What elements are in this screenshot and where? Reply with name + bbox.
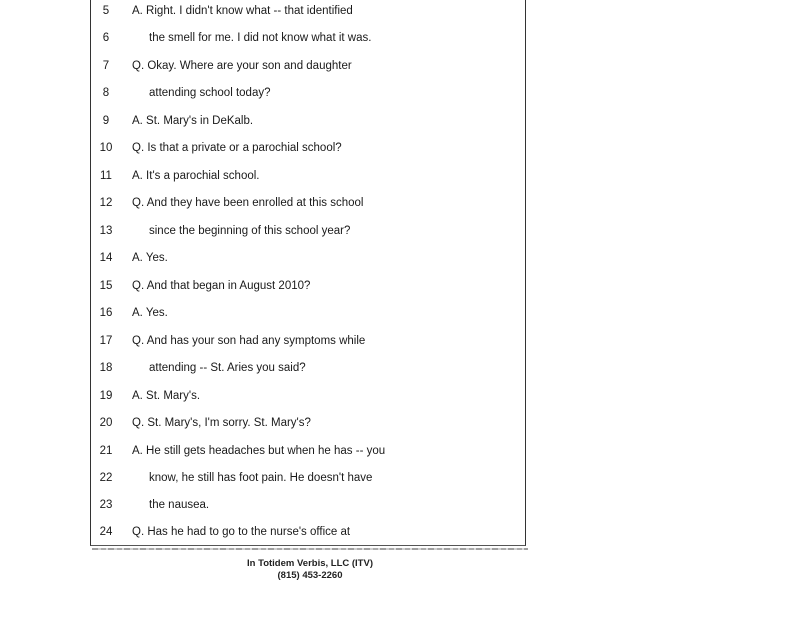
line-text: A. St. Mary's in DeKalb.	[132, 115, 254, 127]
line-text: Q. Is that a private or a parochial school?	[132, 142, 342, 154]
line-number: 14	[99, 252, 113, 264]
line-number: 12	[99, 197, 113, 209]
line-text: Q. Has he had to go to the nurse's office at	[132, 526, 351, 538]
line-number: 15	[99, 280, 113, 292]
line-text: Q. And they have been enrolled at this school	[132, 197, 364, 209]
line-text: the nausea.	[149, 499, 210, 511]
line-number: 16	[99, 307, 113, 319]
line-text: know, he still has foot pain. He doesn't have	[149, 472, 373, 484]
line-number: 8	[102, 87, 110, 99]
line-text: A. St. Mary's.	[132, 390, 201, 402]
line-number: 20	[99, 417, 113, 429]
footer-phone: (815) 453-2260	[277, 570, 343, 581]
line-number: 19	[99, 390, 113, 402]
line-number: 11	[100, 170, 112, 182]
line-number: 23	[99, 499, 113, 511]
line-number: 21	[99, 445, 113, 457]
line-text: A. He still gets headaches but when he has -- you	[132, 445, 386, 457]
line-number: 18	[99, 362, 113, 374]
line-text: since the beginning of this school year?	[149, 225, 351, 237]
line-text: A. Right. I didn't know what -- that identified	[132, 5, 353, 17]
line-number: 9	[102, 115, 110, 127]
line-text: A. Yes.	[132, 307, 168, 319]
line-text: Q. And that began in August 2010?	[132, 280, 311, 292]
line-text: Q. Okay. Where are your son and daughter	[132, 60, 352, 72]
line-text: attending -- St. Aries you said?	[149, 362, 306, 374]
line-number: 17	[99, 335, 113, 347]
line-text: A. Yes.	[132, 252, 168, 264]
line-text: attending school today?	[149, 87, 271, 99]
line-number: 7	[102, 60, 110, 72]
line-number: 6	[102, 32, 110, 44]
line-text: Q. And has your son had any symptoms while	[132, 335, 366, 347]
line-text: A. It's a parochial school.	[132, 170, 260, 182]
line-number: 10	[99, 142, 113, 154]
page-bottom-rule	[92, 548, 528, 550]
transcript-page-frame	[90, 0, 526, 546]
line-number: 5	[102, 5, 110, 17]
line-number: 24	[99, 526, 113, 538]
line-number: 13	[99, 225, 113, 237]
line-text: the smell for me. I did not know what it was.	[149, 32, 372, 44]
footer-company: In Totidem Verbis, LLC (ITV)	[247, 558, 373, 569]
line-number: 22	[99, 472, 113, 484]
line-text: Q. St. Mary's, I'm sorry. St. Mary's?	[132, 417, 311, 429]
